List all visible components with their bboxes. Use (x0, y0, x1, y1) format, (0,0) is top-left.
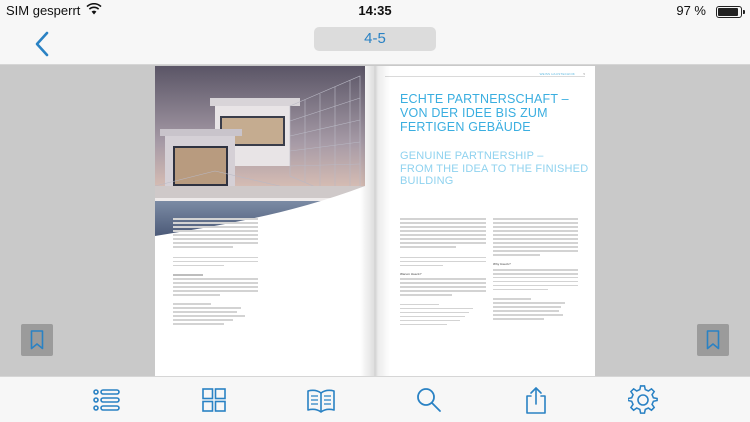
clock: 14:35 (358, 3, 392, 18)
left-text-column-1 (173, 216, 258, 327)
brand-tag: WEISS HAUSTECHNIK (539, 72, 575, 76)
status-bar (0, 0, 750, 22)
headline-english: GENUINE PARTNERSHIP – FROM THE IDEA TO THE FINISHED BUILDING (400, 150, 589, 187)
page-indicator[interactable]: 4-5 (314, 27, 436, 51)
reading-mode-button[interactable] (306, 385, 336, 415)
bookmark-icon (30, 330, 44, 350)
grid-icon (199, 385, 229, 415)
search-icon (414, 385, 444, 415)
bottom-toolbar (0, 376, 750, 422)
house-photo (155, 66, 365, 236)
carrier-label: SIM gesperrt (6, 3, 81, 18)
share-icon (521, 385, 551, 415)
section-heading-de: Warum Haeck? (400, 271, 422, 276)
settings-icon (628, 385, 658, 415)
right-text-column-2 (493, 216, 578, 322)
list-icon (91, 385, 121, 415)
page-gutter-shadow (360, 66, 390, 376)
settings-button[interactable] (628, 385, 658, 415)
battery-icon (716, 6, 742, 18)
navigation-bar (0, 22, 750, 65)
right-text-column-1 (400, 216, 486, 328)
left-page (155, 66, 375, 376)
book-icon (306, 385, 336, 415)
page-number: 5 (583, 72, 585, 76)
document-viewer[interactable] (0, 66, 750, 376)
headline-german: ECHTE PARTNERSCHAFT – VON DER IDEE BIS ZUM FERTIGEN GEBÄUDE (400, 92, 569, 134)
table-of-contents-button[interactable] (91, 385, 121, 415)
search-button[interactable] (414, 385, 444, 415)
page-header (385, 72, 585, 80)
left-bookmark-button[interactable] (21, 324, 53, 356)
share-button[interactable] (521, 385, 551, 415)
battery-percent: 97 % (676, 3, 706, 18)
bookmark-icon (706, 330, 720, 350)
right-bookmark-button[interactable] (697, 324, 729, 356)
section-heading-en: Why Haeck? (493, 262, 511, 267)
chevron-left-icon (30, 29, 56, 59)
back-button[interactable] (30, 29, 56, 59)
right-page (375, 66, 595, 376)
thumbnail-grid-button[interactable] (199, 385, 229, 415)
